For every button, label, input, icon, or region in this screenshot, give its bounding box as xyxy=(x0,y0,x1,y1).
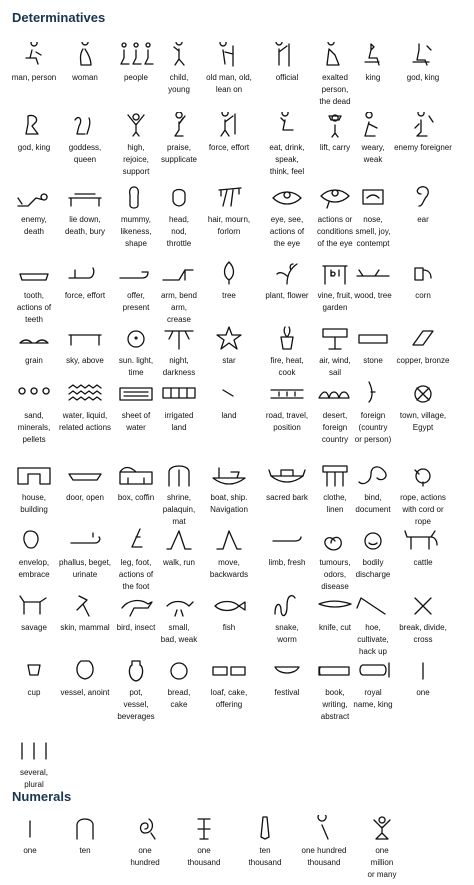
glyph-label: rope, actions with cord or rope xyxy=(400,493,446,526)
glyph-label: cup xyxy=(27,688,41,697)
cross-icon xyxy=(403,592,443,618)
glyph-label: savage xyxy=(21,623,47,632)
hobble-icon xyxy=(65,815,105,841)
glyph-label: royal name, king xyxy=(353,688,393,709)
glyph-label: one million or many xyxy=(367,846,397,879)
glyph-label: vessel, anoint xyxy=(60,688,110,697)
bread-icon xyxy=(159,657,199,683)
glyph-cell xyxy=(393,260,453,302)
glyph-label: man, person xyxy=(11,73,57,82)
glyph-label: road, travel, position xyxy=(265,411,309,432)
glyph-cell xyxy=(199,325,259,367)
glyph-label: fish xyxy=(222,623,236,632)
glyph-label: people xyxy=(123,73,149,82)
cord-icon xyxy=(353,462,393,488)
glyph-label: god, king xyxy=(17,143,51,152)
sacred-bark-icon xyxy=(267,462,307,488)
plant-icon xyxy=(267,260,307,286)
glyph-label: one hundred thousand xyxy=(301,846,347,867)
nose-icon xyxy=(353,184,393,210)
glyph-label: high, rejoice, support xyxy=(122,143,150,176)
glyph-label: cattle xyxy=(413,558,433,567)
water-icon xyxy=(65,380,105,406)
glyph-label: house, building xyxy=(20,493,48,514)
glyph-label: phallus, beget, urinate xyxy=(58,558,112,579)
glyph-label: walk, run xyxy=(162,558,195,567)
glyph-label: grain xyxy=(25,356,43,365)
glyph-label: boat, ship. Navigation xyxy=(210,493,248,514)
star-icon xyxy=(209,325,249,351)
glyph-label: offer, present xyxy=(122,291,150,312)
glyph-label: praise, supplicate xyxy=(160,143,198,164)
glyph-label: goddess, queen xyxy=(68,143,102,164)
glyph-label: snake, worm xyxy=(275,623,299,644)
old-man-icon xyxy=(209,42,249,68)
glyph-label: fire, heat, cook xyxy=(270,356,304,377)
glyph-label: break, divide, cross xyxy=(399,623,447,644)
brazier-icon xyxy=(267,325,307,351)
glyph-cell xyxy=(393,42,453,84)
glyph-cell xyxy=(55,815,115,857)
glyph-cell xyxy=(4,737,64,791)
glyph-label: enemy foreigner xyxy=(394,143,452,152)
sky-icon xyxy=(65,325,105,351)
glyph-label: eye, see, actions of the eye xyxy=(269,215,305,248)
glyph-label: water, liquid, related actions xyxy=(58,411,112,432)
glyph-label: leg, foot, actions of the foot xyxy=(118,558,154,591)
jar-icon xyxy=(65,657,105,683)
glyph-label: arm, bend arm, crease xyxy=(160,291,198,324)
force-man-icon xyxy=(209,112,249,138)
glyph-label: sand, minerals, pellets xyxy=(17,411,51,444)
glyph-label: book, writing, abstract xyxy=(320,688,350,721)
lotus-icon xyxy=(184,815,224,841)
glyph-cell xyxy=(199,184,259,238)
grain-icon xyxy=(14,325,54,351)
glyph-label: head, nod, throttle xyxy=(166,215,192,248)
limb-icon xyxy=(267,527,307,553)
tree-icon xyxy=(209,260,249,286)
pellets-icon xyxy=(14,380,54,406)
envelop-icon xyxy=(14,527,54,553)
glyph-label: limb, fresh xyxy=(268,558,306,567)
glyph-label: enemy, death xyxy=(21,215,47,236)
land-icon xyxy=(209,380,249,406)
glyph-label: weary, weak xyxy=(361,143,385,164)
glyph-label: sheet of water xyxy=(121,411,151,432)
glyph-cell xyxy=(393,592,453,646)
boat-icon xyxy=(209,462,249,488)
finger-icon xyxy=(245,815,285,841)
glyph-label: king xyxy=(365,73,381,82)
glyph-label: mummy, likeness, shape xyxy=(120,215,152,248)
discharge-icon xyxy=(353,527,393,553)
cup-icon xyxy=(14,657,54,683)
glyph-label: loaf, cake, offering xyxy=(210,688,248,709)
glyph-label: corn xyxy=(415,291,431,300)
fish-icon xyxy=(209,592,249,618)
festival-icon xyxy=(267,657,307,683)
glyph-label: sun. light, time xyxy=(118,356,154,377)
hair-icon xyxy=(209,184,249,210)
glyph-cell xyxy=(393,380,453,434)
glyph-label: actions or conditions of the eye xyxy=(316,215,354,248)
glyph-label: copper, bronze xyxy=(396,356,450,365)
official-icon xyxy=(267,42,307,68)
glyph-label: sacred bark xyxy=(266,493,308,502)
glyph-label: skin, mammal xyxy=(60,623,110,632)
bier-icon xyxy=(65,184,105,210)
glyph-cell xyxy=(199,112,259,154)
god-king-icon xyxy=(403,42,443,68)
glyph-cell xyxy=(352,815,412,881)
copper-icon xyxy=(403,325,443,351)
glyph-label: eat, drink, speak, think, feel xyxy=(269,143,305,176)
glyph-label: nose, smell, joy, contempt xyxy=(355,215,391,248)
stone-icon xyxy=(353,325,393,351)
glyph-label: box, coffin xyxy=(117,493,155,502)
glyph-cell xyxy=(393,184,453,226)
glyph-label: wood, tree xyxy=(354,291,392,300)
hoe-icon xyxy=(353,592,393,618)
glyph-label: tree xyxy=(222,291,236,300)
glyph-label: old man, old, lean on xyxy=(206,73,252,94)
tooth-icon xyxy=(14,260,54,286)
glyph-cell xyxy=(199,42,259,96)
glyph-label: move, backwards xyxy=(209,558,249,579)
glyph-label: pot, vessel, beverages xyxy=(117,688,155,721)
arm-stick-icon xyxy=(65,260,105,286)
cattle-icon xyxy=(403,527,443,553)
glyph-label: envelop, embrace xyxy=(18,558,50,579)
glyph-label: one xyxy=(416,688,430,697)
cartouche-icon xyxy=(353,657,393,683)
glyph-label: god, king xyxy=(406,73,440,82)
glyph-cell xyxy=(235,815,295,869)
glyph-label: official xyxy=(275,73,299,82)
glyph-cell xyxy=(294,815,354,869)
glyph-label: exalted person, the dead xyxy=(319,73,351,106)
glyph-label: hair, mourn, forlorn xyxy=(207,215,251,236)
glyph-label: air, wind, sail xyxy=(319,356,351,377)
glyph-label: bind, document xyxy=(355,493,391,514)
glyph-label: night, darkness xyxy=(162,356,196,377)
glyph-cell xyxy=(199,260,259,302)
determinatives-title: Determinatives xyxy=(12,10,106,25)
heh-god-icon xyxy=(362,815,402,841)
glyph-label: force, effort xyxy=(64,291,106,300)
glyph-label: knife, cut xyxy=(318,623,351,632)
glyph-label: clothe, linen xyxy=(323,493,347,514)
glyph-cell xyxy=(199,462,259,516)
glyph-label: one hundred xyxy=(130,846,160,867)
hide-icon xyxy=(65,592,105,618)
weary-man-icon xyxy=(353,112,393,138)
glyph-cell xyxy=(393,462,453,528)
glyph-cell xyxy=(393,657,453,699)
glyph-cell xyxy=(199,380,259,422)
king-icon xyxy=(353,42,393,68)
glyph-label: lie down, death, bury xyxy=(64,215,106,236)
throwstick-icon xyxy=(353,380,393,406)
glyph-cell xyxy=(199,592,259,634)
glyph-cell xyxy=(174,815,234,869)
fallen-man-icon xyxy=(14,184,54,210)
glyph-label: force, effort xyxy=(208,143,250,152)
savage-animal-icon xyxy=(14,592,54,618)
glyph-cell xyxy=(0,815,60,857)
glyph-cell xyxy=(199,657,259,711)
glyph-label: tooth, actions of teeth xyxy=(16,291,52,324)
glyph-label: one xyxy=(23,846,37,855)
glyph-label: plant, flower xyxy=(265,291,309,300)
glyph-label: desert, foreign country xyxy=(321,411,349,444)
corn-icon xyxy=(403,260,443,286)
glyph-label: bodily discharge xyxy=(355,558,391,579)
cobra-goddess-icon xyxy=(65,112,105,138)
glyph-label: foreign (country or person) xyxy=(354,411,392,444)
child-icon xyxy=(159,42,199,68)
phallus-icon xyxy=(65,527,105,553)
road-icon xyxy=(267,380,307,406)
numerals-title: Numerals xyxy=(12,789,72,804)
glyph-label: one thousand xyxy=(187,846,221,867)
branch-icon xyxy=(353,260,393,286)
glyph-label: shrine, palaquin, mat xyxy=(162,493,196,526)
glyph-label: ten thousand xyxy=(248,846,282,867)
coil-icon xyxy=(125,815,165,841)
stroke-icon xyxy=(403,657,443,683)
eye-icon xyxy=(267,184,307,210)
glyph-label: ear xyxy=(417,215,429,224)
glyph-cell xyxy=(393,527,453,569)
snake-icon xyxy=(267,592,307,618)
glyph-label: star xyxy=(222,356,236,365)
glyph-label: stone xyxy=(363,356,383,365)
loaves-icon xyxy=(209,657,249,683)
glyph-cell xyxy=(393,112,453,154)
glyph-label: bread, cake xyxy=(167,688,191,709)
glyph-label: hoe, cultivate, hack up xyxy=(357,623,389,656)
head-icon xyxy=(159,184,199,210)
glyph-label: bird, insect xyxy=(116,623,156,632)
glyph-label: lift, carry xyxy=(319,143,351,152)
glyph-label: festival xyxy=(274,688,300,697)
glyph-label: ten xyxy=(79,846,91,855)
glyph-label: woman xyxy=(72,73,98,82)
glyph-label: small, bad, weak xyxy=(160,623,198,644)
seated-man-icon xyxy=(14,42,54,68)
town-icon xyxy=(403,380,443,406)
glyph-cell xyxy=(115,815,175,869)
praise-icon xyxy=(159,112,199,138)
walking-legs-icon xyxy=(159,527,199,553)
bound-captive-icon xyxy=(403,112,443,138)
irrigated-land-icon xyxy=(159,380,199,406)
glyph-label: land xyxy=(221,411,237,420)
glyph-label: vine, fruit, garden xyxy=(317,291,353,312)
bent-arm-icon xyxy=(159,260,199,286)
glyph-label: child, young xyxy=(168,73,190,94)
shrine-icon xyxy=(159,462,199,488)
hand-to-mouth-icon xyxy=(267,112,307,138)
glyph-label: irrigated land xyxy=(164,411,194,432)
night-icon xyxy=(159,325,199,351)
glyph-label: town, village, Egypt xyxy=(399,411,447,432)
stroke-icon xyxy=(10,815,50,841)
glyph-label: door, open xyxy=(66,493,104,502)
door-icon xyxy=(65,462,105,488)
glyph-cell xyxy=(393,325,453,367)
ear-icon xyxy=(403,184,443,210)
plural-strokes-icon xyxy=(14,737,54,763)
tadpole-icon xyxy=(304,815,344,841)
glyph-label: sky, above xyxy=(66,356,104,365)
glyph-cell xyxy=(199,527,259,581)
glyph-label: tumours, odors, disease xyxy=(319,558,351,591)
seated-woman-icon xyxy=(65,42,105,68)
glyph-label: several, plural xyxy=(19,768,48,789)
house-icon xyxy=(14,462,54,488)
backwards-legs-icon xyxy=(209,527,249,553)
rope-icon xyxy=(403,462,443,488)
falcon-god-icon xyxy=(14,112,54,138)
sparrow-icon xyxy=(159,592,199,618)
